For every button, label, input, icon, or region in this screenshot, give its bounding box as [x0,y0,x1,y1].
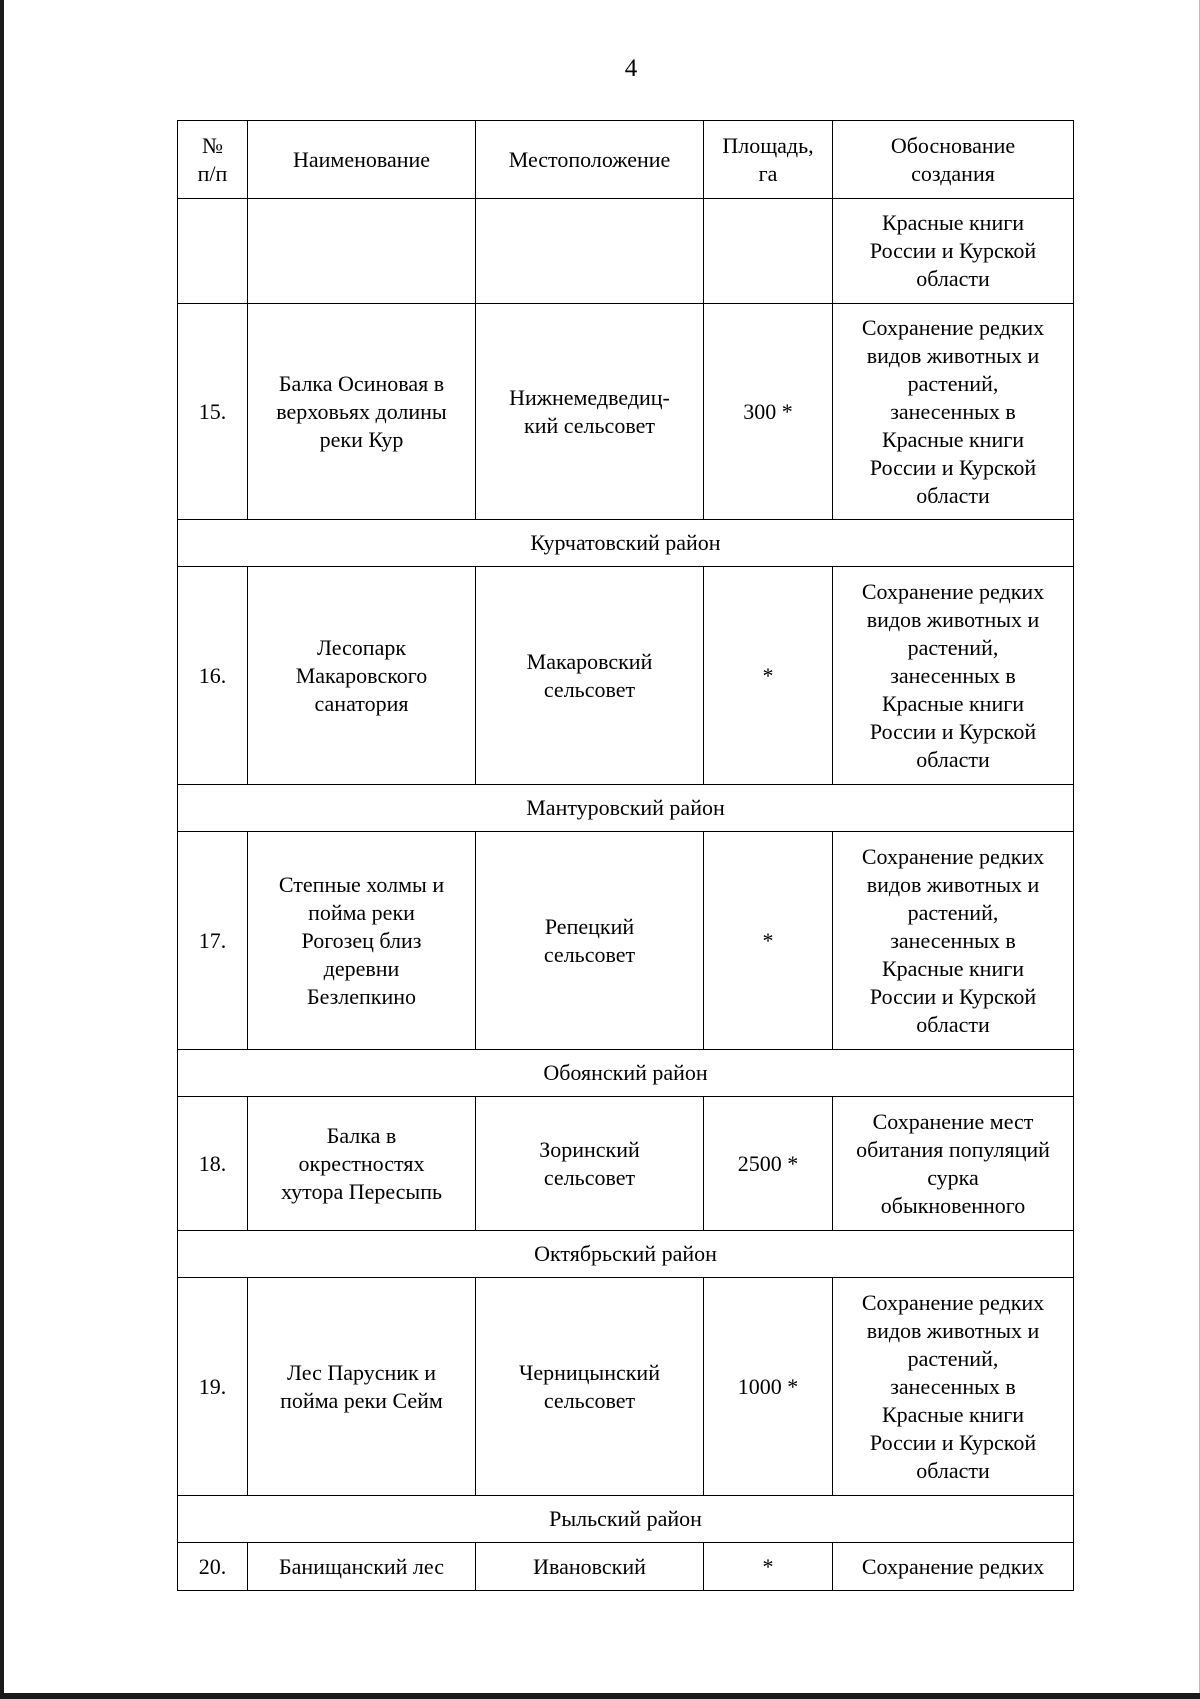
cell-basis [833,1097,1074,1231]
location-line: сельсовет [543,1387,636,1413]
cell-number [178,199,248,304]
basis-line: области [916,1011,990,1037]
cell-location [476,567,704,785]
page-number: 4 [624,55,638,82]
location-line: Репецкий [544,913,635,939]
cell-name [248,832,476,1050]
basis-line: обитания популяций [856,1136,1050,1162]
cell-area: * [704,567,833,785]
section-row [178,1050,1074,1097]
cell-name [248,1278,476,1496]
cell-basis [833,1543,1074,1591]
basis-line: Красные книги [881,210,1025,235]
name-line: Рогозец близ [301,927,422,953]
header-location: Местоположение [476,121,704,199]
name-line: Макаровского [295,662,428,688]
basis-line: Красные книги [881,426,1025,452]
table-row [178,832,1074,1050]
cell-area: 300 * [704,304,833,520]
header-area-line1: Площадь, [722,132,814,158]
table-row [178,304,1074,520]
name-line: Лесопарк [316,634,407,660]
reserves-table [177,120,1074,1591]
cell-location [476,832,704,1050]
basis-line: Сохранение редких [861,1553,1045,1579]
table-row [178,567,1074,785]
cell-number: 18. [178,1097,248,1231]
location-line: Черницынский [519,1359,660,1385]
basis-line: Красные книги [881,955,1025,981]
cell-name [248,199,476,304]
scan-edge-bottom [0,1693,1200,1699]
cell-area: * [704,832,833,1050]
basis-line: занесенных в [890,662,1016,688]
name-line: пойма реки Сейм [280,1387,443,1413]
basis-line: Красные книги [881,690,1025,716]
basis-line: Сохранение редких [861,314,1045,340]
basis-line: занесенных в [890,398,1016,424]
section-row [178,1231,1074,1278]
basis-line: России и Курской [869,1429,1037,1455]
cell-area: 1000 * [704,1278,833,1496]
section-title: Обоянский район [178,1050,1074,1097]
name-line: Безлепкино [306,983,417,1009]
cell-number: 20. [178,1543,248,1591]
basis-line: растений, [907,1345,999,1371]
basis-line: видов животных и [866,606,1040,632]
name-line: Балка в [326,1122,397,1148]
name-line: пойма реки [308,899,415,925]
name-line: хутора Пересыпь [280,1178,443,1204]
location-line: сельсовет [543,676,636,702]
basis-line: сурка [927,1164,979,1190]
section-title: Курчатовский район [178,520,1074,567]
basis-line: России и Курской [869,718,1037,744]
table-header [178,121,1074,199]
cell-basis [833,567,1074,785]
cell-number: 16. [178,567,248,785]
basis-line: Сохранение редких [861,843,1045,869]
basis-line: занесенных в [890,1373,1016,1399]
basis-line: России и Курской [869,983,1037,1009]
cell-basis [833,199,1074,304]
name-line: Лес Парусник и [287,1359,436,1385]
basis-line: занесенных в [890,927,1016,953]
header-basis-line2: создания [911,160,995,186]
name-line: окрестностях [298,1150,425,1176]
header-area-line2: га [758,160,778,186]
header-basis-line1: Обоснование [890,132,1016,158]
location-line: кий сельсовет [524,412,655,438]
scan-edge-left [0,0,4,1699]
name-line: Балка Осиновая в [278,370,445,396]
header-number-line2: п/п [197,160,228,186]
basis-line: растений, [907,899,999,925]
section-title: Рыльский район [178,1496,1074,1543]
cell-area [704,199,833,304]
basis-line: Сохранение редких [861,578,1045,604]
name-line: санатория [314,690,409,716]
cell-basis [833,1278,1074,1496]
basis-line: обыкновенного [880,1192,1026,1218]
section-row [178,520,1074,567]
cell-location [476,1278,704,1496]
name-line: реки Кур [319,426,404,452]
header-basis [833,121,1074,199]
header-area [704,121,833,199]
cell-area: * [704,1543,833,1591]
name-line: Банищанский лес [279,1553,444,1579]
basis-line: области [916,1457,990,1483]
cell-location [476,304,704,520]
basis-line: России и Курской [869,454,1037,480]
basis-line: Сохранение мест [872,1108,1034,1134]
header-number [178,121,248,199]
header-number-line1: № [202,132,223,158]
basis-line: области [916,482,990,508]
cell-basis [833,832,1074,1050]
basis-line: Красные книги [881,1401,1025,1427]
basis-line: Сохранение редких [861,1289,1045,1315]
basis-line: области [916,746,990,772]
cell-name [248,1543,476,1591]
basis-line: растений, [907,634,999,660]
cell-location [476,1097,704,1231]
location-line: сельсовет [543,941,636,967]
section-row [178,1496,1074,1543]
table-row-continuation [178,199,1074,304]
section-title: Октябрьский район [178,1231,1074,1278]
cell-location [476,1543,704,1591]
location-line: Нижнемедведиц- [509,384,670,410]
cell-area: 2500 * [704,1097,833,1231]
basis-line: видов животных и [866,342,1040,368]
basis-line: видов животных и [866,1317,1040,1343]
cell-name [248,304,476,520]
location-line: Ивановский [533,1553,646,1579]
basis-line: России и Курской [869,238,1037,263]
section-title: Мантуровский район [178,785,1074,832]
header-name: Наименование [248,121,476,199]
name-line: Степные холмы и [278,871,445,897]
location-line: Зоринский [539,1136,640,1162]
cell-number: 19. [178,1278,248,1496]
basis-line: области [916,266,990,291]
table-row [178,1543,1074,1591]
name-line: верховьях долины [276,398,447,424]
section-row [178,785,1074,832]
basis-line: видов животных и [866,871,1040,897]
location-line: Макаровский [526,648,653,674]
basis-line: растений, [907,370,999,396]
cell-location [476,199,704,304]
cell-name [248,1097,476,1231]
table-row [178,1278,1074,1496]
cell-basis [833,304,1074,520]
cell-number: 15. [178,304,248,520]
cell-number: 17. [178,832,248,1050]
cell-name [248,567,476,785]
location-line: сельсовет [543,1164,636,1190]
table-row [178,1097,1074,1231]
name-line: деревни [323,955,400,981]
